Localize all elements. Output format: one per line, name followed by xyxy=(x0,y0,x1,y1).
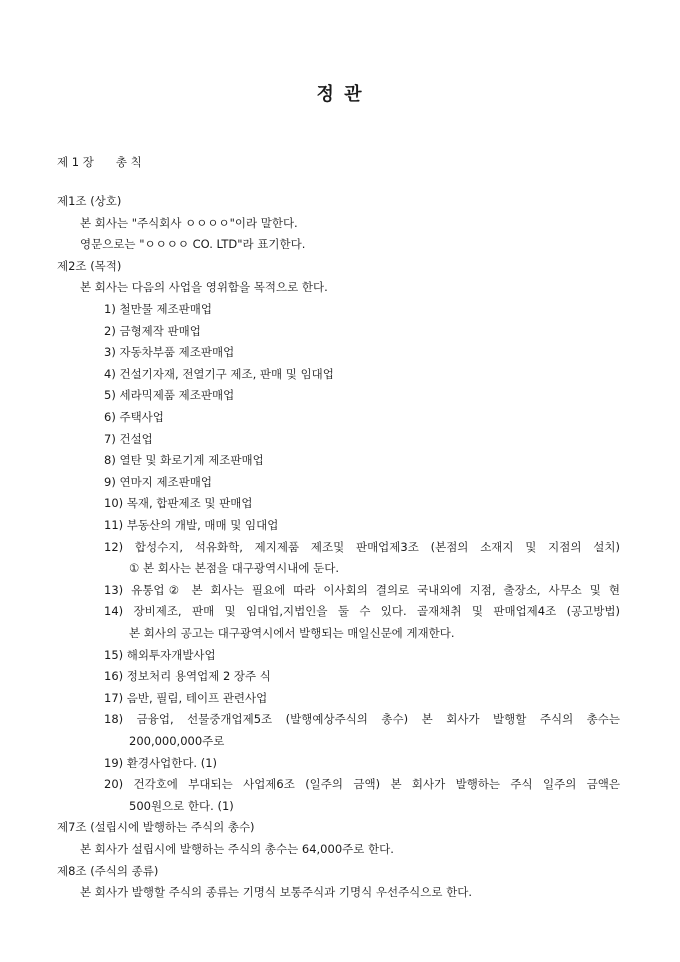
document-line: 20) 건각호에 부대되는 사업제6조 (일주의 금액) 본 회사가 발행하는 주식 일주의 금액은 xyxy=(104,777,620,792)
document-line: 4) 건설기자재, 전열기구 제조, 판매 및 임대업 xyxy=(104,366,334,381)
document-line: 1) 철만물 제조판매업 xyxy=(104,302,212,316)
chapter-heading xyxy=(57,152,164,172)
document-title: 정 관 xyxy=(316,84,364,105)
document-line: 14) 장비제조, 판매 및 임대업,지법인을 둘 수 있다. 골재채취 및 판매업제4조 (공고방법) xyxy=(104,604,620,619)
article-heading: 제1조 (상호) xyxy=(57,194,122,208)
document-line: 6) 주택사업 xyxy=(104,410,164,424)
document-line: 본 회사가 설립시에 발행하는 주식의 총수는 64,000주로 한다. xyxy=(80,842,394,856)
document-line: 본 회사가 발행할 주식의 종류는 기명식 보통주식과 기명식 우선주식으로 한다. xyxy=(80,885,473,900)
chapter-number: 제 1 장 xyxy=(57,155,94,169)
article-heading: 제2조 (목적) xyxy=(57,258,122,273)
document-line: 9) 연마지 제조판매업 xyxy=(104,474,212,489)
document-line: 본 회사는 다음의 사업을 영위함을 목적으로 한다. xyxy=(80,280,328,295)
document-line: ① 본 회사는 본점을 대구광역시내에 둔다. xyxy=(129,561,339,576)
document-line: 8) 열탄 및 화로기계 제조판매업 xyxy=(104,453,264,468)
document-line: 12) 합성수지, 석유화학, 제지제품 제조및 판매업제3조 (본점의 소재지 및 지점의 설치) xyxy=(104,539,620,554)
document-line: 500원으로 한다. (1) xyxy=(129,798,234,813)
document-line: 본 회사는 "주식회사 ㅇㅇㅇㅇ"이라 말한다. xyxy=(80,215,298,230)
document-line: 영문으로는 "ㅇㅇㅇㅇ CO. LTD"라 표기한다. xyxy=(80,237,306,252)
document-line: 17) 음반, 필림, 테이프 관련사업 xyxy=(104,690,268,705)
article-heading: 제8조 (주식의 종류) xyxy=(57,863,159,878)
document-line: 15) 해외투자개발사업 xyxy=(104,647,216,662)
document-line: 7) 건설업 xyxy=(104,431,153,446)
document-line: 2) 금형제작 판매업 xyxy=(104,323,201,338)
article-heading: 제7조 (설립시에 발행하는 주식의 총수) xyxy=(57,820,255,835)
document-line: 3) 자동차부품 제조판매업 xyxy=(104,345,235,360)
document-line: 18) 금융업, 선물중개업제5조 (발행예상주식의 총수) 본 회사가 발행할 주식의 총수는 xyxy=(104,712,620,727)
document-line: 13) 유통업② 본 회사는 필요에 따라 이사회의 결의로 국내외에 지점, 출장소, 사무소 및 현 xyxy=(104,582,620,597)
chapter-name: 총 칙 xyxy=(115,155,142,169)
document-line: 16) 정보처리 용역업제 2 장주 식 xyxy=(104,669,271,684)
document-line: 11) 부동산의 개발, 매매 및 임대업 xyxy=(104,518,279,532)
document-line: 5) 세라믹제품 제조판매업 xyxy=(104,388,235,403)
document-line: 본 회사의 공고는 대구광역시에서 발행되는 매일신문에 게재한다. xyxy=(129,626,455,640)
document-line: 19) 환경사업한다. (1) xyxy=(104,755,218,770)
document-line: 200,000,000주로 xyxy=(129,734,225,748)
document-line: 10) 목재, 합판제조 및 판매업 xyxy=(104,496,253,511)
